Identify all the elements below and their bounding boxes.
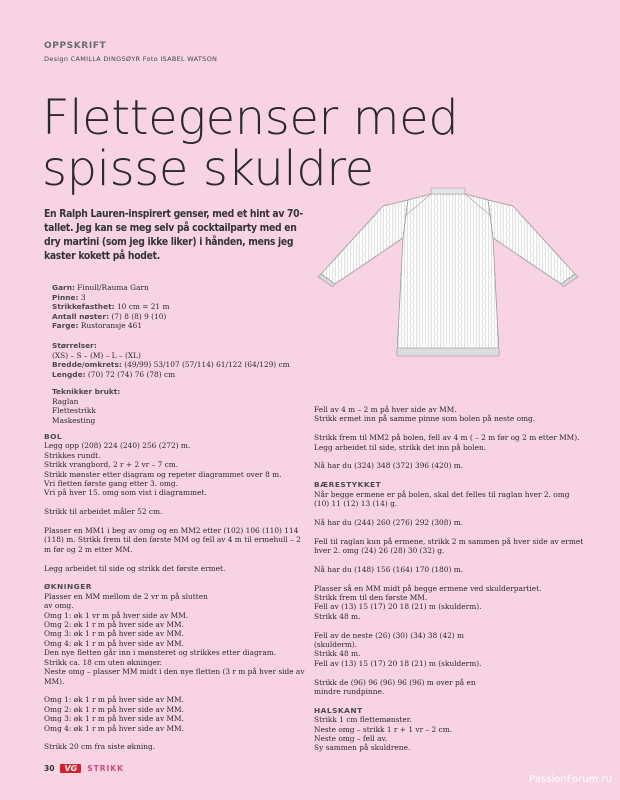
spec-row: [52, 293, 312, 303]
width-value: (49/99) 53/107 (57/114) 61/122 (64/129) cm: [124, 360, 290, 369]
instructions-left-column: [44, 432, 306, 761]
instruction-paragraph: Plasser en MM1 i beg av omg og en MM2 etter (102) 106 (110) 114 (118) m. Strikk frem til den første MM og fell av 4 m til ermehull – 2 m før og 2 m etter MM.: [44, 526, 301, 554]
sizes-block: [52, 341, 312, 379]
instruction-paragraph: Plasser så en MM midt på begge ermene ved skulderpartiet. Strikk frem til den første MM. Fell av (13) 15 (17) 20 18 (21) m (skulderm). Strikk 48 m.: [314, 583, 542, 621]
instruction-paragraph: Omg 1: øk 1 r m på hver side av MM. Omg 2: øk 1 r m på hver side av MM. Omg 3: øk 1 r m på hver side av MM. Omg 4: øk 1 r m på hver side av MM.: [44, 695, 184, 733]
techniques-block: [52, 387, 272, 425]
instruction-paragraph: Legg opp (208) 224 (240) 256 (272) m. Strikkes rundt. Strikk vrangbord, 2 r + 2 vr – 7 cm. Strikk mønster etter diagram og repeter diagrammet over 8 m. Vri fletten første gang etter 3. omg. Vri på hver 15. omg som vist i diagrammet.: [44, 441, 282, 498]
instructions-right-column: [314, 405, 586, 762]
spec-row: [52, 312, 312, 322]
technique-item: Maskesting: [52, 415, 96, 425]
section-kicker: OPPSKRIFT: [44, 41, 107, 51]
article-title: Flettegenser med spisse skuldre: [42, 90, 459, 197]
technique-item: Flettestrikk: [52, 406, 96, 415]
instruction-paragraph: Strikk frem til MM2 på bolen, fell av 4 m ( – 2 m før og 2 m etter MM). Legg arbeidet til side, strikk det inn på bolen.: [314, 433, 580, 452]
spec-value: 10 cm = 21 m: [116, 302, 170, 311]
section-heading: BOL: [44, 432, 63, 441]
instruction-paragraph: Nå har du (244) 260 (276) 292 (308) m.: [314, 517, 464, 527]
instruction-paragraph: Strikk til arbeidet måler 52 cm.: [44, 507, 163, 517]
sizes-value: (XS) – S – (M) – L – (XL): [52, 350, 141, 360]
spec-label: Farge:: [52, 321, 79, 330]
techniques-label: Teknikker brukt:: [52, 387, 121, 396]
sizes-label: Størrelser:: [52, 341, 97, 350]
sweater-schematic-illustration: [313, 186, 581, 376]
instruction-paragraph: Når begge ermene er på bolen, skal det felles til raglan hver 2. omg (10) 11 (12) 13 (14) g.: [314, 489, 570, 509]
section-heading: ØKNINGER: [44, 582, 92, 592]
watermark: PassionForum.ru: [529, 774, 612, 785]
instruction-paragraph: Fell til raglan kun på ermene, strikk 2 m sammen på hver side av ermet hver 2. omg (24) 26 (28) 30 (32) g.: [314, 536, 584, 556]
spec-label: Pinne:: [52, 292, 79, 302]
section-heading: BÆRESTYKKET: [314, 480, 382, 490]
spec-label: Antall nøster:: [52, 311, 110, 321]
instruction-paragraph: Fell av de neste (26) (30) (34) 38 (42) m (skulderm). Strikk 48 m. Fell av (13) 15 (17) 20 18 (21) m (skulderm).: [314, 630, 482, 668]
instruction-paragraph: Strikk 1 cm flettemønster. Neste omg – strikk 1 r + 1 vr – 2 cm. Neste omg – fell av. Sy sammen på skuldrene.: [314, 715, 453, 753]
spec-label: Strikkefasthet:: [52, 302, 115, 311]
spec-value: Finull/Rauma Garn: [77, 283, 149, 292]
spec-value: (7) 8 (8) 9 (10): [111, 311, 167, 321]
instruction-paragraph: Nå har du (324) 348 (372) 396 (420) m.: [314, 461, 464, 471]
instruction-paragraph: Nå har du (148) 156 (164) 170 (180) m.: [314, 564, 464, 574]
section-heading: HALSKANT: [314, 705, 363, 715]
spec-row: [52, 302, 312, 312]
spec-row: [52, 283, 312, 293]
section-name: STRIKK: [87, 764, 124, 773]
instruction-paragraph: Legg arbeidet til side og strikk det første ermet.: [44, 563, 226, 573]
vg-logo: VG: [60, 764, 81, 773]
spec-value: Rustoransje 461: [80, 321, 143, 330]
lead-paragraph: En Ralph Lauren-inspirert genser, med et hint av 70-tallet. Jeg kan se meg selv på cocktailparty med en dry martini (som jeg ikke liker) i hånden, mens jeg kaster kokett på hodet.: [44, 208, 303, 262]
length-value: (70) 72 (74) 76 (78) cm: [87, 369, 176, 379]
credits-line: Design CAMILLA DINGSØYR Foto ISABEL WATSON: [44, 55, 218, 63]
width-label: Bredde/omkrets:: [52, 360, 122, 369]
technique-item: Raglan: [52, 396, 79, 406]
length-label: Lengde:: [52, 369, 86, 379]
spec-row: [52, 321, 312, 331]
instruction-paragraph: Fell av 4 m – 2 m på hver side av MM. Strikk ermet inn på samme pinne som bolen på neste omg.: [314, 405, 536, 424]
spec-label: Garn:: [52, 283, 75, 292]
page-number: 30: [44, 764, 55, 773]
instruction-paragraph: Strikk 20 cm fra siste økning.: [44, 742, 156, 752]
instruction-paragraph: Strikk de (96) 96 (96) 96 (96) m over på en mindre rundpinne.: [314, 677, 476, 697]
yarn-specs: [52, 283, 312, 331]
page-footer: [44, 764, 124, 773]
instruction-paragraph: Plasser en MM mellom de 2 vr m på slutten av omg. Omg 1: øk 1 vr m på hver side av MM. Omg 2: øk 1 r m på hver side av MM. Omg 3: øk 1 r m på hver side av MM. Omg 4: øk 1 r m på hver side av MM. Den nye fletten går inn i mønsteret og strikkes etter diagram. Strikk ca. 18 cm uten økninger. Neste omg – plasser MM midt i den nye fletten (3 r m på hver side av MM).: [44, 591, 305, 686]
spec-value: 3: [80, 292, 86, 302]
